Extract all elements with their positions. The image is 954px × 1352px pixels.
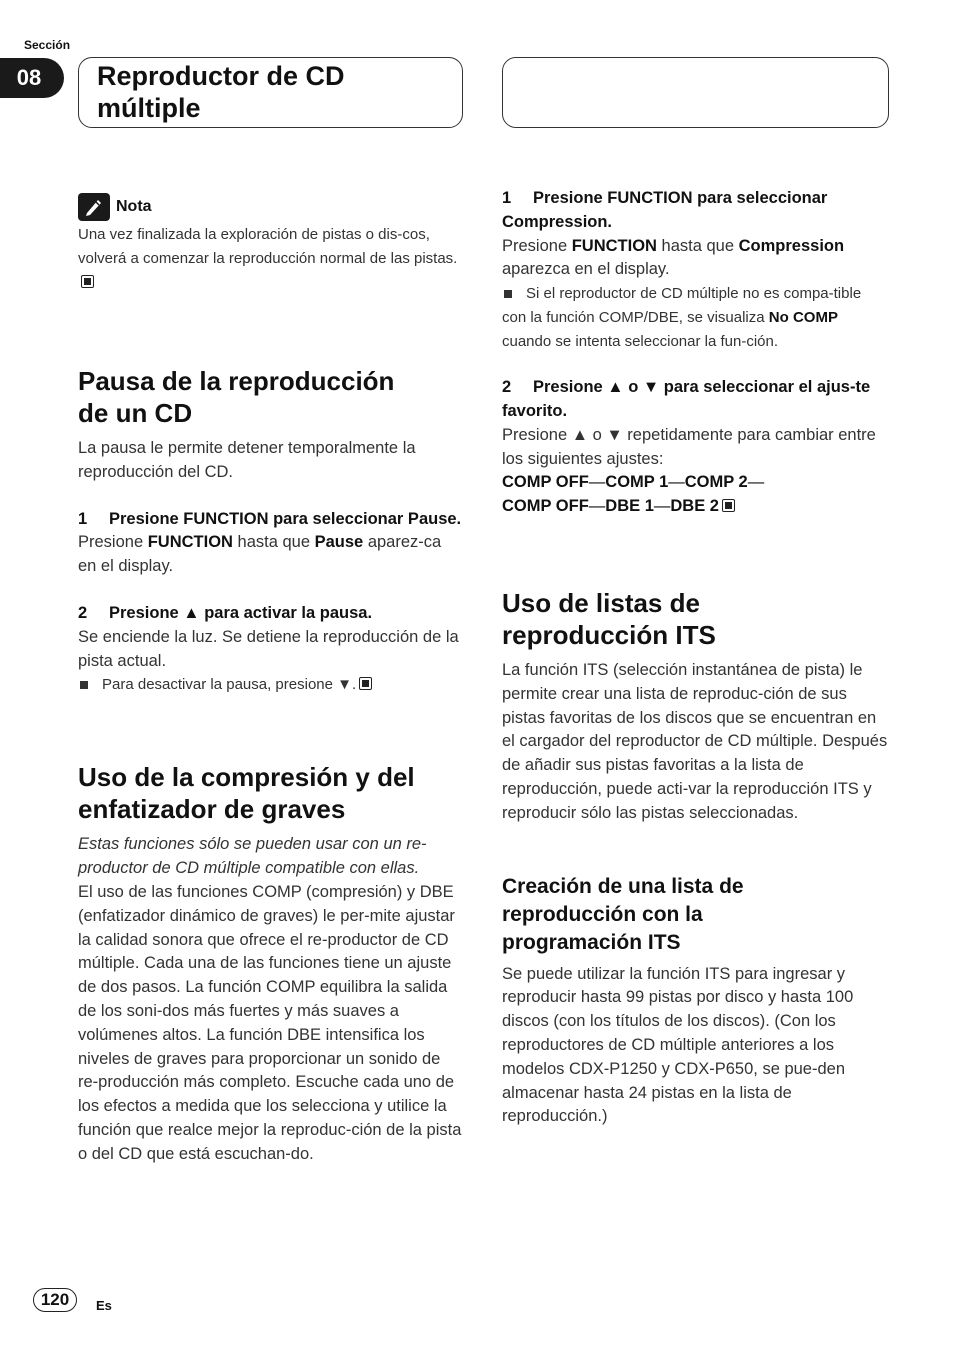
its-body: La función ITS (selección instantánea de pista) le permite crear una lista de reproduc-ción de sus pistas favoritas de los discos que se encuentran en el cargador del reproductor de CD múltiple. Después de añadir sus pistas favoritas a la lista de reproducción, puede acti-var la reproducción ITS y reproducir sólo las pistas seleccionadas. [502,660,888,822]
chapter-title-line2: múltiple [97,93,201,123]
page-number: 120 [33,1288,77,1312]
its-heading-line2: reproducción ITS [502,619,716,650]
pausa-intro: La pausa le permite detener temporalmente la reproducción del CD. [78,439,416,481]
step-title: Presione FUNCTION para seleccionar Pause. [109,509,462,528]
compresion-heading-line2: enfatizador de graves [78,794,346,825]
comp-step1-bullet: Si el reproductor de CD múltiple no es compa-tible con la función COMP/DBE, se visualiza No COMP cuando se intenta seleccionar la fun-ción. [502,285,862,351]
creacion-heading-line1: Creación de una lista de [502,874,744,898]
pausa-heading-line1: Pausa de la reproducción [78,366,395,396]
creacion-heading-line2: reproducción con la [502,902,703,926]
comp-step1-text: Presione FUNCTION hasta que Compression aparezca en el display. [502,236,845,279]
right-column [502,187,888,1129]
pausa-heading-line2: de un CD [78,398,193,428]
end-mark-icon [81,275,94,288]
left-column [78,193,464,1167]
language-code: Es [96,1298,112,1313]
pausa-step1-text: Presione FUNCTION hasta que Pause aparez-ca en el display. [78,533,442,576]
pausa-heading [78,365,464,429]
settings-line2: COMP OFF—DBE 1—DBE 2 [502,495,888,519]
compresion-italic-intro: Estas funciones sólo se pueden usar con un re-productor de CD múltiple compatible con ellas. [78,835,427,878]
end-mark-icon [722,499,735,512]
step-title: Presione ▲ o ▼ para seleccionar el ajus-te favorito. [502,378,871,420]
pausa-step2-title [78,602,464,626]
compresion-heading-line1: Uso de la compresión y del [78,762,415,793]
nota-body: Una vez finalizada la exploración de pistas o dis-cos, volverá a comenzar la reproducción normal de las pistas. [78,226,458,267]
step-title: Presione ▲ para activar la pausa. [109,603,373,622]
section-label: Sección [24,38,71,52]
pausa-step2-bullet: Para desactivar la pausa, presione ▼. [78,673,464,697]
comp-step1-title [502,187,888,235]
bullet-icon [80,681,88,689]
step-number: 2 [78,603,88,622]
nota-header [78,193,464,221]
creacion-body: Se puede utilizar la función ITS para ingresar y reproducir hasta 99 pistas por disco y hasta 100 discos (con los títulos de los discos). (Con los reproductores de CD múltiple anteriores a los modelos CDX-P1250 y CDX-P650, se pue-den almacenar hasta 24 pistas en la lista de reproducción.) [502,964,854,1126]
nota-label: Nota [116,198,152,216]
its-heading-line1: Uso de listas de [502,587,700,618]
compresion-heading [78,761,464,825]
step-number: 1 [502,189,512,207]
comp-step2-text: Presione ▲ o ▼ repetidamente para cambiar entre los siguientes ajustes: [502,425,876,468]
compresion-body: El uso de las funciones COMP (compresión) y DBE (enfatizador dinámico de graves) le per-mite ajustar la calidad sonora que ofrece el re-productor de CD múltiple. Cada una de las funciones tiene un ajuste de dos pasos. La función COMP equilibra la salida de los soni-dos más fuertes y más suaves a volúmenes altos. La función DBE intensifica los niveles de graves para proporcionar un sonido de re-producción más completo. Escuche cada uno de los efectos a medida que los selecciona y utilice la función que realce mejor la reproduc-ción de la pista o del CD que está escuchan-do. [78,882,462,1163]
step-number: 2 [502,378,512,397]
bullet-icon [504,290,512,298]
settings-line1: COMP OFF—COMP 1—COMP 2— [502,473,765,492]
pausa-step1-title [78,508,464,532]
its-heading [502,587,888,651]
chapter-title-line1: Reproductor de CD [97,61,345,91]
nota-text [78,223,458,295]
pausa-step2-text: Se enciende la luz. Se detiene la reproducción de la pista actual. [78,627,459,670]
chapter-title [97,60,457,124]
comp-step2-title [502,376,888,424]
creacion-heading-line3: programación ITS [502,930,681,954]
section-number-badge: 08 [0,58,64,98]
step-title: Presione FUNCTION para seleccionar Compression. [502,189,828,231]
creacion-heading [502,873,888,957]
end-mark-icon [359,677,372,690]
empty-header-box [502,57,889,128]
pencil-note-icon [78,193,110,221]
step-number: 1 [78,509,88,528]
